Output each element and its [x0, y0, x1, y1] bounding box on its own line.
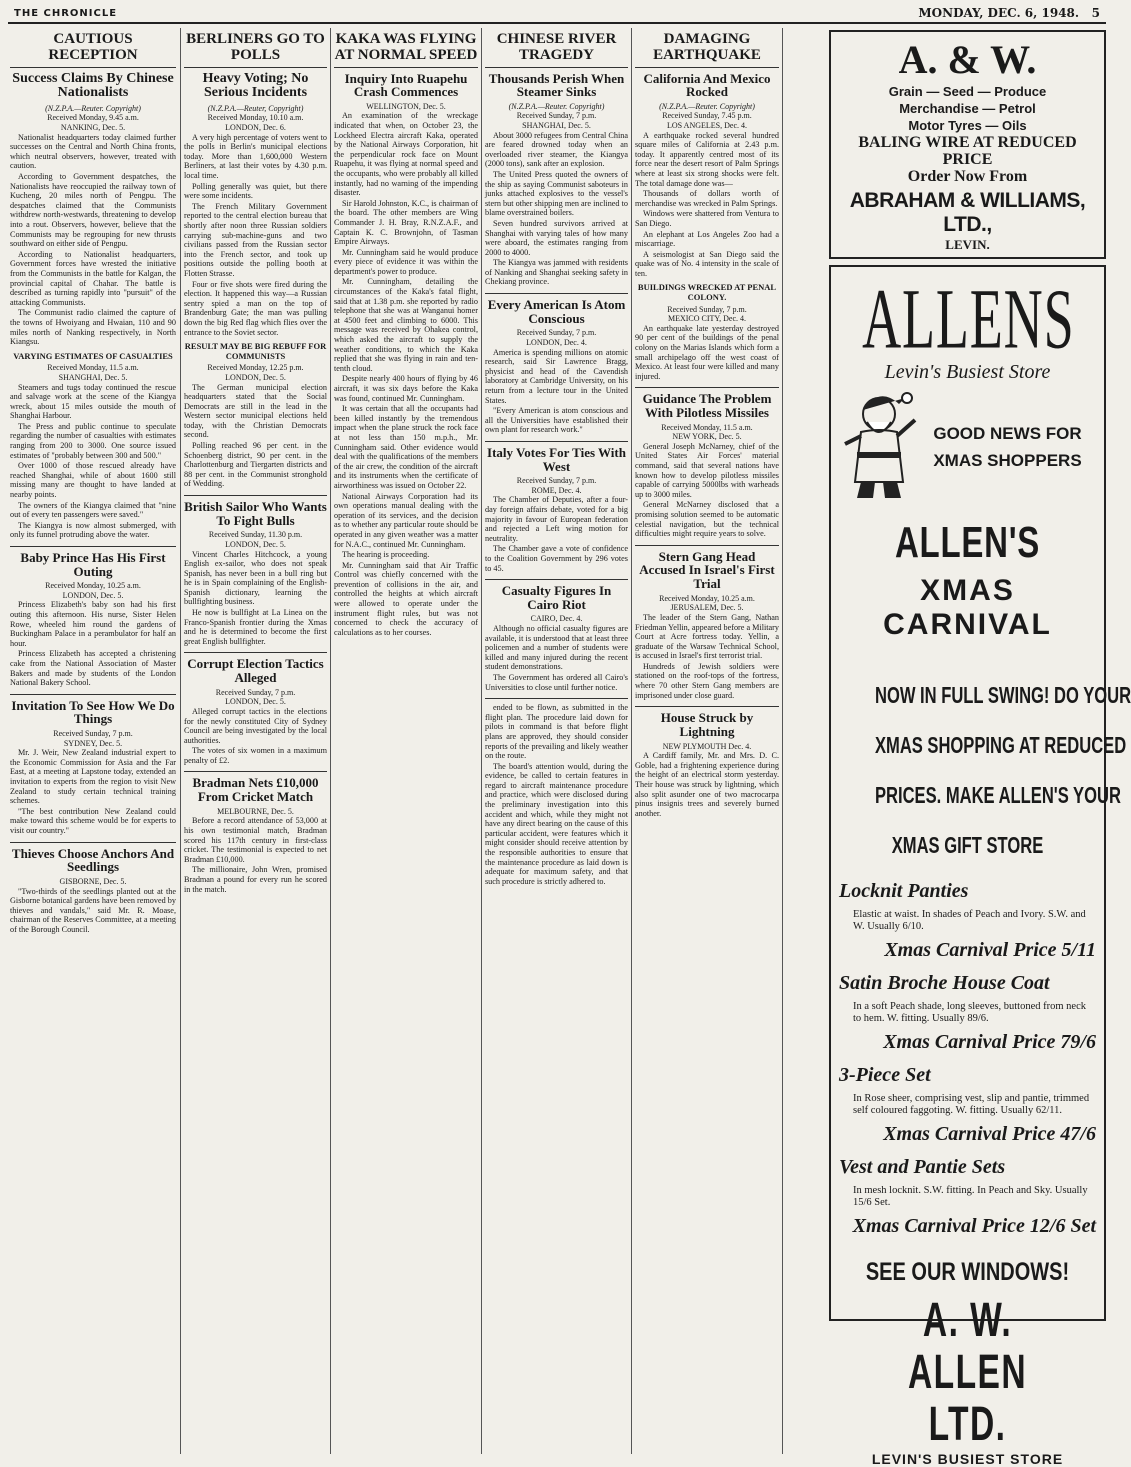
article-paragraph: "Every American is atom conscious and all the Universities have established their own plant for research work." — [485, 406, 628, 435]
received-line: Received Monday, 10.25 a.m. — [45, 581, 141, 591]
dateline: SYDNEY, Dec. 5. — [63, 738, 123, 748]
article-body — [10, 133, 176, 347]
article-paragraph: Nationalist headquarters today claimed further successes on the Central and North China fronts, which neutral observers, however, treated with caution. — [10, 132, 176, 171]
article-paragraph: The French Military Government reported to the central election bureau that shortly after noon three Russian soldiers carrying sub-machine-guns and two civilians passed from the Russian sector into the French sector, and took up positions outside the polling booth at Flotten Strasse. — [184, 201, 327, 278]
aw-order: Order Now From — [907, 168, 1028, 185]
article-paragraph: Sir Harold Johnston, K.C., is chairman of the board. The other members are Wing Commander J. H. Bray, R.N.Z.A.F., and Captain K. C. Brownjohn, of Tasman Empire Airways. — [334, 198, 478, 247]
article-body — [10, 383, 176, 541]
received-line: Received Monday, 9.45 a.m. — [47, 113, 139, 123]
article-paragraph: According to Nationalist headquarters, Government forces have wrested the initiative from the Communists in the battle for Kalgan, the provincial capital of Chahar. The battle is described as turning rapidly into "pursuit" of the attacking Communists. — [10, 249, 176, 307]
allens-logo: ALLENS — [862, 271, 1075, 367]
headline: CHINESE RIVER TRAGEDY — [485, 32, 628, 68]
aw-advertisement — [829, 30, 1106, 259]
article-body — [635, 442, 779, 539]
column-rule — [782, 28, 783, 1454]
article-paragraph: He now is bullfight at La Linea on the Franco-Spanish frontier during the Xmas and he is determined to become the first great English bullfighter. — [184, 608, 327, 646]
dateline: ROME, Dec. 4. — [531, 485, 582, 495]
article-paragraph: Mr. Cunningham said he would produce every piece of evidence it was within the department's power to produce. — [334, 247, 478, 276]
divider — [635, 387, 779, 388]
received-line: Received Sunday, 7 p.m. — [215, 687, 296, 697]
article-paragraph: The Chamber gave a vote of confidence to the Coalition Government by 296 votes to 45. — [485, 544, 628, 573]
allens-town-line: LEVIN'S BUSIEST STORE — [871, 1451, 1064, 1467]
headline: Italy Votes For Ties With West — [487, 444, 626, 474]
headline: Invitation To See How We Do Things — [11, 697, 175, 727]
article-paragraph: Hundreds of Jewish soldiers were stationed on the roof-tops of the fortress, where 70 other Stern Gang members are imprisoned under close guard. — [635, 661, 779, 700]
headline: Casualty Figures In Cairo Riot — [501, 583, 612, 612]
headline: Stern Gang Head Accused In Israel's First Trial — [639, 548, 775, 592]
article-paragraph: The Chamber of Deputies, after a four-day foreign affairs debate, voted for a big majority in favour of European federation and rejected a Left wing motion for neutrality. — [485, 495, 628, 543]
article-paragraph: Thousands of dollars worth of merchandise was wrecked in Palm Springs. — [635, 189, 779, 208]
article-body — [485, 131, 628, 288]
received-line: Received Sunday, 7 p.m. — [667, 304, 747, 314]
subheading: RESULT MAY BE BIG REBUFF FOR COMMUNISTS — [184, 341, 327, 361]
article-body — [485, 703, 628, 886]
article-paragraph: An elephant at Los Angeles Zoo had a miscarriage. — [635, 229, 779, 249]
aw-offer: BALING WIRE AT REDUCED PRICE — [858, 134, 1077, 168]
article-body — [334, 111, 478, 637]
sale-item — [839, 1064, 1096, 1146]
article-paragraph: Princess Elizabeth has accepted a christening cake from the National Association of Master Bakers and made by students of the London National Bakery School. — [10, 649, 176, 688]
dateline: NANKING, Dec. 5. — [60, 123, 126, 133]
article-paragraph: Despite nearly 400 hours of flying by 46 aircraft, it was six days before the Kaka was found, continued Mr. Cunningham. — [334, 374, 478, 403]
dateline: LOS ANGELES, Dec. 4. — [667, 120, 747, 130]
article-paragraph: Before a record attendance of 53,000 at his own testimonial match, Bradman scored his 117th century in first-class cricket. The testimonial is expected to net Bradman £10,000. — [184, 816, 327, 864]
article-paragraph: The Kiangya was jammed with residents of Nanking and Shanghai seeking safety in Chekiang province. — [485, 258, 628, 287]
aw-line: Grain — Seed — Produce — [888, 84, 1047, 99]
allens-advertisement — [829, 265, 1131, 1467]
article-paragraph: National Airways Corporation had its own operations manual dealing with the operation of its services, and the decision as to whether any particular route should be operated in any given weather was a matter for N.A.C., continued Mr. Cunningham. — [334, 491, 478, 549]
dateline: CAIRO, Dec. 4. — [530, 614, 583, 624]
received-line: Received Monday, 10.10 a.m. — [207, 113, 304, 123]
item-price: Xmas Carnival Price 47/6 — [883, 1123, 1096, 1145]
article-body — [10, 748, 176, 835]
article-paragraph: Mr. Cunningham said that Air Traffic Control was chiefly concerned with the prevention of collisions in the air, and controlled the heights at which aircraft were allowed to operate under the instrument flight rules, but was not concerned to check the accuracy of calculations as to her courses. — [334, 560, 478, 637]
article-paragraph: The owners of the Kiangya claimed that "nine out of every ten passengers were saved." — [10, 500, 176, 520]
article-paragraph: About 3000 refugees from Central China are feared drowned today when an overloaded river steamer, the Kiangya (2000 tons), sank after an explosion. — [485, 130, 628, 169]
article-paragraph: The millionaire, John Wren, promised Bradman a pound for every run he scored in the match. — [184, 865, 327, 894]
article-paragraph: A Cardiff family, Mr. and Mrs. D. C. Goble, had a frightening experience during the height of an electrical storm yesterday. Their house was struck by lightning, which also split asunder one of two macrocarpa pinus insignis trees and severely burned another. — [635, 751, 779, 818]
article-paragraph: The United Press quoted the owners of the ship as saying Communist saboteurs in junks attached explosives to the vessel's stern but other shipping men are inclined to blame overstrained boilers. — [485, 169, 628, 218]
article-body — [485, 348, 628, 435]
aw-line: Merchandise — Petrol — [899, 101, 1036, 116]
divider — [184, 495, 327, 496]
credit-line: (N.Z.P.A.—Reuter. Copyright) — [508, 101, 605, 111]
item-description: In a soft Peach shade, long sleeves, buttoned from neck to hem. W. fitting. Usually 89/6. — [853, 1001, 1086, 1024]
article-paragraph: Seven hundred survivors arrived at Shanghai with varying tales of how many were aboard, the estimates ranging from 2000 to 4000. — [485, 218, 628, 257]
article-body — [485, 495, 628, 573]
article-paragraph: Polling reached 96 per cent. in the Schoenberg district, 90 per cent. in the Charlottenburg and Tiergarten districts and 88 per cent. in the Communist stronghold of Wedding. — [184, 441, 327, 489]
sale-item — [839, 880, 1096, 962]
carnival-heading: XMAS CARNIVAL — [883, 574, 1052, 641]
dateline: LONDON, Dec. 5. — [62, 590, 124, 600]
article-body — [635, 324, 779, 382]
divider — [485, 698, 628, 699]
see-windows-line: SEE OUR WINDOWS! — [865, 1258, 1070, 1286]
article-paragraph: Four or five shots were fired during the election. It happened this way—a Russian sentry spied a man on the top of Brandenburg Gate; the man was pulling down the big Red flag which flies over the entrance to the Soviet sector. — [184, 279, 327, 337]
received-line: Received Monday, 12.25 p.m. — [207, 363, 304, 373]
item-name: Vest and Pantie Sets — [839, 1156, 1006, 1178]
dateline: MELBOURNE, Dec. 5. — [217, 806, 294, 816]
headline: BERLINERS GO TO POLLS — [184, 32, 327, 68]
article-body — [10, 887, 176, 935]
headline: British Sailor Who Wants To Fight Bulls — [184, 499, 327, 528]
received-line: Received Sunday, 7 p.m. — [516, 111, 597, 121]
masthead — [8, 6, 1106, 24]
date-line: MONDAY, DEC. 6, 1948. 5 — [918, 6, 1100, 20]
article-paragraph: Windows were shattered from Ventura to San Diego. — [635, 209, 779, 228]
dateline: WELLINGTON, Dec. 5. — [366, 101, 446, 111]
item-description: In Rose sheer, comprising vest, slip and pantie, trimmed self coloured faggoting. W. fitting. Usually 62/11. — [853, 1093, 1090, 1116]
article-paragraph: Although no official casualty figures are available, it is understood that at least three policemen and a number of students were killed and many injured during the recent student demonstrations. — [485, 623, 628, 672]
article-paragraph: Steamers and tugs today continued the rescue and salvage work at the scene of the Kiangya wreck, about 15 miles outside the mouth of Shanghai Harbour. — [10, 382, 176, 421]
article-paragraph: An earthquake late yesterday destroyed 90 per cent of the buildings of the penal colony on the Marias Islands which form a small archipelago off the west coast of Mexico. At least four were killed and many injured. — [635, 323, 779, 381]
article-body — [184, 383, 327, 490]
article-body — [635, 751, 779, 818]
article-paragraph: General McNarney disclosed that a promising solution seemed to be automatic celestial navigation, but the technical difficulties might require years to solve. — [635, 500, 779, 539]
column-1 — [10, 30, 176, 1452]
subheadline: Success Claims By Chinese Nationalists — [12, 70, 174, 101]
article-paragraph: Vincent Charles Hitchcock, a young English ex-sailor, who does not speak Spanish, has never been in a bull ring but he is in Spain complaining of the English-Spanish dictionary, learning the bullfighting business. — [184, 549, 327, 607]
article-paragraph: An examination of the wreckage indicated that when, on October 23, the Lockheed Electra aircraft Kaka, operated by the National Airways Corporation, hit the perpendicular rock face on Mount Ruapehu, it was flying at normal speed and the occupants, who were probably all killed instantly, had no warning of the impending disaster. — [334, 111, 478, 198]
dateline: SHANGHAI, Dec. 5. — [58, 372, 128, 382]
article-body — [10, 600, 176, 687]
article-paragraph: The Press and public continue to speculate regarding the number of casualties with estimates ranging from 200 to 3000. One source issued estimates of "probably between 300 and 500." — [10, 421, 176, 460]
allens-tagline: Levin's Busiest Store — [884, 361, 1051, 383]
credit-line: (N.Z.P.A.—Reuter. Copyright) — [45, 103, 141, 113]
promo-line: NOW IN FULL SWING! DO YOUR — [874, 682, 1131, 708]
column-rule — [631, 28, 632, 1454]
subheadline: Thousands Perish When Steamer Sinks — [488, 70, 625, 100]
received-line: Received Monday, 11.5 a.m. — [47, 363, 139, 373]
item-name: 3-Piece Set — [839, 1064, 931, 1086]
aw-firm-name: ABRAHAM & WILLIAMS, LTD., — [849, 189, 1086, 236]
subheading: BUILDINGS WRECKED AT PENAL COLONY. — [637, 282, 777, 303]
divider — [635, 706, 779, 707]
column-5 — [635, 30, 779, 1452]
subheadline: California And Mexico Rocked — [643, 70, 771, 100]
article-paragraph: The board's attention would, during the evidence, be called to certain features in regard to aircraft maintenance procedure and practice, which were disclosed during the preliminary investigation into this accident and which, while they might not have any direct bearing on the cause of this particular accident, were features which it might consider should receive attention by the responsible authorities to ensure that the maintenance procedure as laid down is adequate for maximum safety, and that such procedure is strictly adhered to. — [485, 761, 628, 886]
article-paragraph: A earthquake rocked several hundred square miles of California at 2.43 p.m. today. It apparently centred most of its force near the desert resort of Palm Springs where at least six strong shocks were felt. The total damage done was— — [635, 130, 779, 188]
article-body — [184, 816, 327, 894]
divider — [485, 293, 628, 294]
divider — [184, 652, 327, 653]
article-paragraph: Princess Elizabeth's baby son had his first outing this afternoon. His nurse, Sister Helen Rowe, wheeled him round the gardens of Buckingham Palace in a perambulator for half an hour. — [10, 600, 176, 648]
article-paragraph: The Government has ordered all Cairo's Universities to close until further notice. — [485, 672, 628, 692]
item-description: In mesh locknit. S.W. fitting. In Peach and Sky. Usually 15/6 Set. — [853, 1185, 1088, 1208]
headline: House Struck by Lightning — [660, 710, 754, 739]
article-paragraph: Polling generally was quiet, but there were some incidents. — [184, 181, 327, 201]
item-price: Xmas Carnival Price 5/11 — [884, 939, 1096, 961]
divider — [10, 546, 176, 547]
article-body — [184, 133, 327, 337]
headline: Bradman Nets £10,000 From Cricket Match — [192, 775, 319, 805]
article-paragraph: General Joseph McNarney, chief of the United States Air Forces' material command, said that several nations have known how to develop pilotless missiles capable of carrying 5000lbs with warheads up to 3000 miles. — [635, 441, 779, 499]
divider — [10, 842, 176, 843]
received-line: Received Monday, 10.25 a.m. — [659, 593, 755, 603]
column-rule — [330, 28, 331, 1454]
allens-heading: ALLEN'S — [894, 518, 1041, 567]
headline: DAMAGING EARTHQUAKE — [635, 32, 779, 68]
divider — [485, 579, 628, 580]
article-body — [635, 131, 779, 279]
credit-line: (N.Z.P.A.—Reuter, Copyright) — [207, 103, 304, 113]
divider — [184, 771, 327, 772]
article-paragraph: America is spending millions on atomic research, said Sir Lawrence Bragg, physicist and head of the Cavendish laboratory at Cambridge University, on his return from a lecture tour in the United States. — [485, 347, 628, 405]
headline: KAKA WAS FLYING AT NORMAL SPEED — [334, 32, 478, 68]
received-line: Received Sunday, 7 p.m. — [516, 328, 597, 338]
item-price: Xmas Carnival Price 12/6 Set — [852, 1215, 1096, 1237]
article-paragraph: Mr. Cunningham, detailing the circumstances of the Kaka's fatal flight, said that at 1.38 p.m. she reported by radio telephone that she was at Wanganui homer at 4500 feet and climbing to 6000. This message was received by Ohakea control, which asked the aircraft to supply the weather conditions, to which the Kaka replied that she was flying in rain and ten-tenth cloud. — [334, 277, 478, 373]
dateline: NEW PLYMOUTH Dec. 4. — [662, 741, 752, 751]
article-body — [635, 613, 779, 700]
subheadline: Inquiry Into Ruapehu Crash Commences — [344, 70, 468, 100]
subheading: VARYING ESTIMATES OF CASUALTIES — [13, 350, 173, 361]
headline: Guidance The Problem With Pilotless Missiles — [642, 391, 772, 421]
article-paragraph: A very high percentage of voters went to the polls in Berlin's municipal elections today. More than 1,600,000 Western Berliners, at last their votes by 4.30 p.m. local time. — [184, 132, 327, 181]
headline: CAUTIOUS RECEPTION — [10, 32, 176, 68]
santa-illustration-row — [839, 392, 1096, 502]
article-paragraph: The Communist radio claimed the capture of the towns of Hwoiyang and Hwaian, 110 and 90 miles north of Nanking respectively, in North Kiangsu. — [10, 308, 176, 347]
headline: Thieves Choose Anchors And Seedlings — [11, 845, 175, 875]
item-price: Xmas Carnival Price 79/6 — [883, 1031, 1096, 1053]
article-body — [485, 624, 628, 692]
paper-name: THE CHRONICLE — [14, 8, 118, 19]
article-paragraph: The votes of six women in a maximum penalty of £2. — [184, 746, 327, 765]
article-body — [184, 550, 327, 647]
dateline: LONDON, Dec. 6. — [225, 123, 286, 133]
article-body — [184, 707, 327, 766]
sale-item — [839, 1156, 1096, 1238]
received-line: Received Sunday, 11.30 p.m. — [208, 530, 303, 540]
allens-firm-name: A. W. ALLEN LTD. — [908, 1294, 1027, 1451]
article-paragraph: Mr. J. Weir, New Zealand industrial expert to the Economic Commission for Asia and the Far East, at a meeting at Lapstone today, extended an invitation to experts from the region to visit New Zealand to study certain technical training schemes. — [10, 748, 176, 806]
article-paragraph: The German municipal election headquarters stated that the Social Democrats are still in the lead in the Western sector municipal elections held today, with the Christian Democrats second. — [184, 382, 327, 440]
article-paragraph: The Kiangya is now almost submerged, with only its funnel protruding above the water. — [10, 520, 176, 540]
credit-line: (N.Z.P.A.—Reuter. Copyright) — [659, 101, 755, 111]
dateline: JERUSALEM, Dec. 5. — [670, 603, 744, 613]
headline: Baby Prince Has His First Outing — [20, 550, 166, 579]
column-2 — [184, 30, 327, 1452]
received-line: Received Sunday, 7 p.m. — [53, 729, 133, 739]
aw-line: Motor Tyres — Oils — [908, 118, 1027, 133]
article-paragraph: "The best contribution New Zealand could make toward this scheme would be for experts to visit our country." — [10, 806, 176, 836]
article-paragraph: The hearing is proceeding. — [342, 550, 430, 560]
dateline: NEW YORK, Dec. 5. — [672, 432, 742, 442]
received-line: Received Monday, 11.5 a.m. — [661, 422, 753, 432]
dateline: LONDON, Dec. 5. — [225, 539, 286, 549]
article-paragraph: The leader of the Stern Gang, Nathan Friedman Yellin, appeared before a Military Court at Acre fortress today. Yellin, a graduate of the Warsaw Technical School, is accused in Israel's first terrorist trial. — [635, 612, 779, 661]
dateline: LONDON, Dec. 5. — [225, 697, 286, 707]
divider — [485, 441, 628, 442]
dateline: GISBORNE, Dec. 5. — [59, 876, 127, 886]
item-name: Locknit Panties — [839, 880, 969, 902]
headline: Corrupt Election Tactics Alleged — [187, 656, 324, 686]
page-number: 5 — [1091, 6, 1100, 20]
column-rule — [481, 28, 482, 1454]
received-line: Received Sunday, 7.45 p.m. — [662, 111, 752, 121]
article-paragraph: ended to be flown, as submitted in the flight plan. The procedure laid down for pilots in command is that before flight plans are approved, they should consider reports of the prevailing and likely weather on the route. — [485, 703, 628, 761]
good-news-banner: GOOD NEWS FOR XMAS SHOPPERS — [933, 424, 1082, 470]
promo-line: XMAS GIFT STORE — [891, 832, 1044, 858]
article-paragraph: It was certain that all the occupants had been killed instantly by the tremendous impact when the plane struck the rock face at not less than 150 m.p.h., Mr. Cunningham said. Other evidence would deal with the qualifications of the members of the air crew, the condition of the aircraft and its instruments when the certificate of airworthiness was issued on October 22. — [334, 404, 478, 490]
promo-line: XMAS SHOPPING AT REDUCED — [874, 732, 1127, 758]
headline: Every American Is Atom Conscious — [487, 297, 626, 326]
column-rule — [180, 28, 181, 1454]
article-paragraph: A seismologist at San Diego said the quake was of No. 4 intensity in the scale of ten. — [635, 249, 779, 278]
column-4 — [485, 30, 628, 1452]
column-3 — [334, 30, 478, 1452]
dateline: MEXICO CITY, Dec. 4. — [667, 314, 747, 324]
aw-town: LEVIN. — [945, 237, 990, 252]
dateline: LONDON, Dec. 5. — [225, 372, 286, 382]
article-paragraph: According to Government despatches, the Nationalists have reoccupied the railway town of Kucheng, 20 miles north of Pengpu. The despatches claimed that the Communists withdrew north-westwards, threatening to develop into a rout. Observers, however, believe that the Communists may be regrouping for new thrusts southward on either side of Pengpu. — [10, 172, 176, 249]
promo-line: PRICES. MAKE ALLEN'S YOUR — [874, 782, 1121, 808]
divider — [10, 694, 176, 695]
subheadline: Heavy Voting; No Serious Incidents — [202, 70, 309, 101]
item-name: Satin Broche House Coat — [839, 972, 1050, 994]
item-description: Elastic at waist. In shades of Peach and Ivory. S.W. and W. Usually 6/10. — [853, 909, 1086, 932]
article-paragraph: Alleged corrupt tactics in the elections for the newly constituted City of Sydney Council are being investigated by the local authorities. — [184, 706, 327, 745]
santa-illustration — [839, 392, 919, 502]
aw-title: A. & W. — [898, 37, 1037, 82]
dateline: SHANGHAI, Dec. 5. — [522, 120, 591, 130]
dateline: LONDON, Dec. 4. — [526, 337, 587, 347]
advertisement-column — [829, 30, 1131, 1467]
divider — [635, 545, 779, 546]
article-paragraph: Over 1000 of those rescued already have reached Shanghai, while of about 1600 still missing many are thought to have landed at nearby points. — [10, 461, 176, 500]
article-paragraph: "Two-thirds of the seedlings planted out at the Gisborne botanical gardens have been removed by thieves and vandals," said Mr. R. Moase, chairman of the Reserves Committee, at a meeting of the Borough Council. — [10, 886, 176, 934]
sale-item — [839, 972, 1096, 1054]
received-line: Received Sunday, 7 p.m. — [516, 476, 597, 486]
